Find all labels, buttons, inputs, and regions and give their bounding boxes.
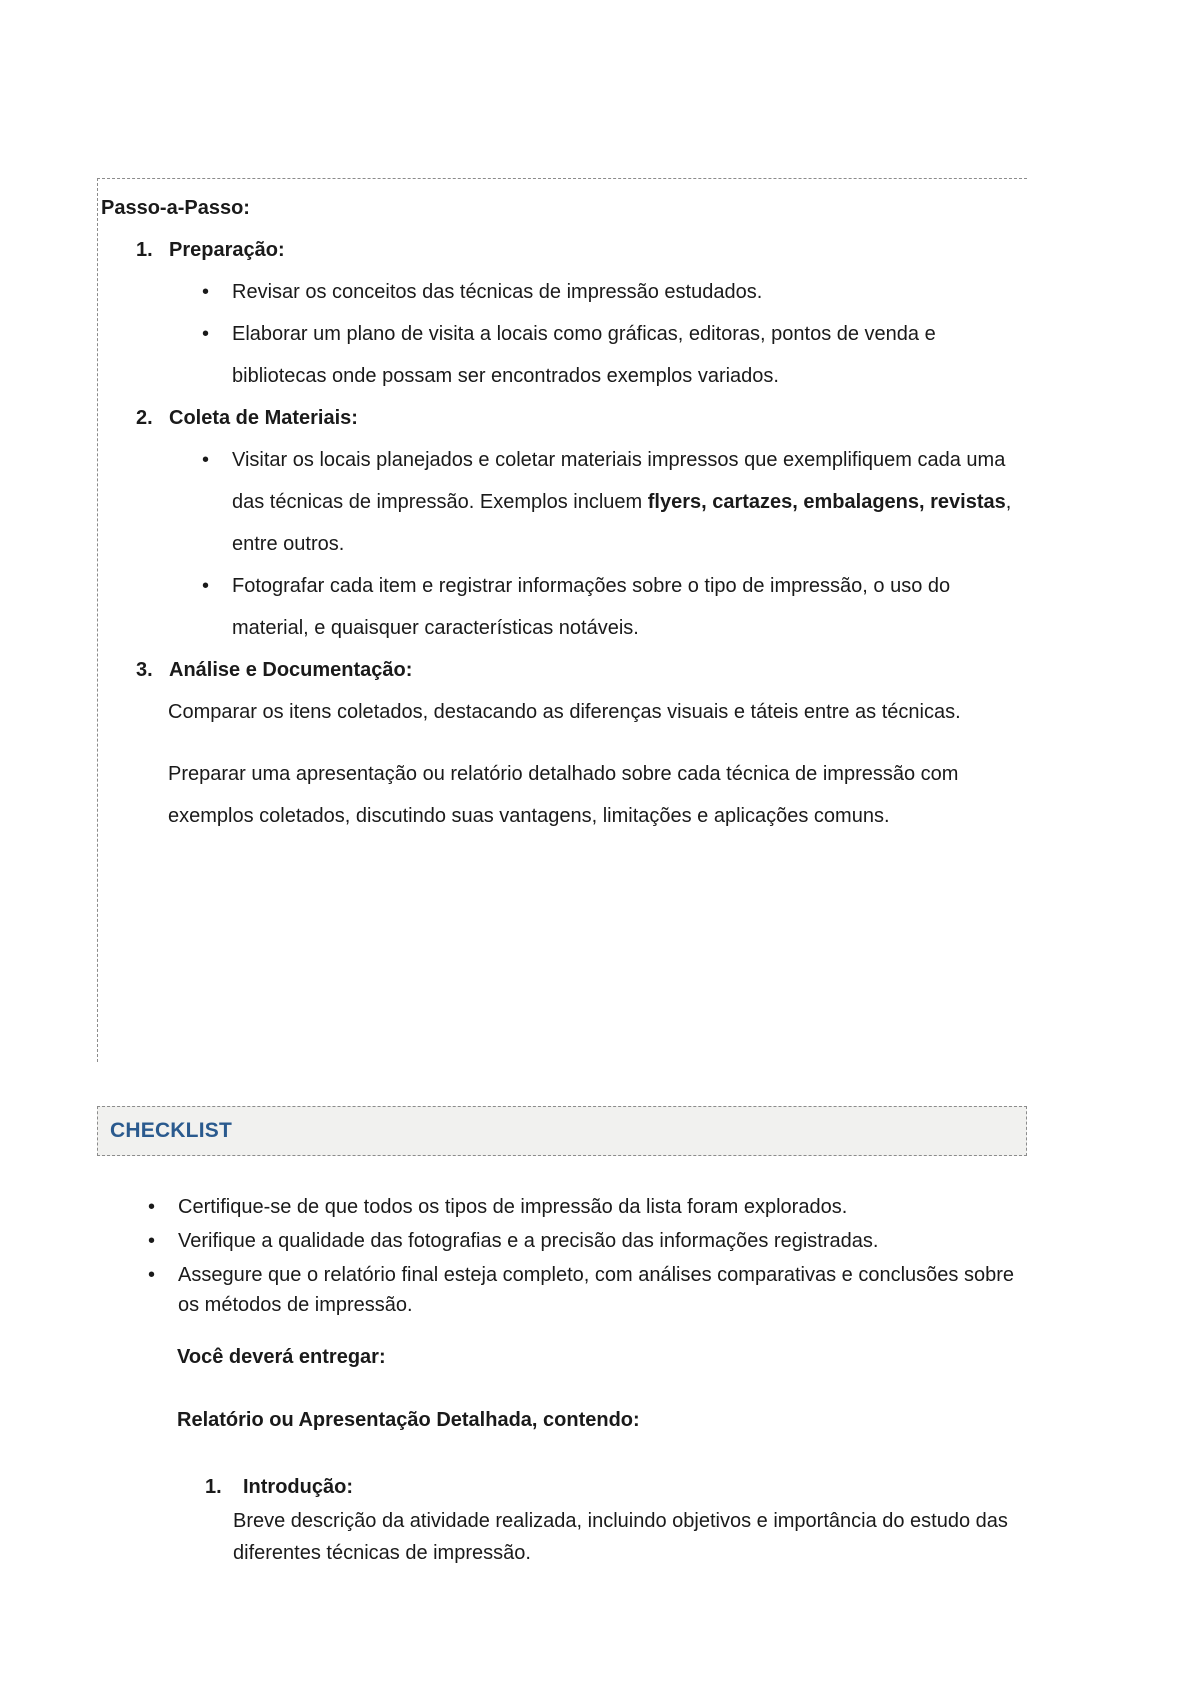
item-3-paragraph: Comparar os itens coletados, destacando as diferenças visuais e táteis entre as técnicas. — [168, 701, 961, 723]
item-body-text: Breve descrição da atividade realizada, incluindo objetivos e importância do estudo das diferentes técnicas de impressão. — [233, 1510, 1008, 1564]
bullet-text-segment: Visitar os locais planejados e coletar materiais impressos que exemplifiquem cada uma das técnicas de impressão. Exemplos incluem — [232, 449, 1006, 513]
bullet-text: Elaborar um plano de visita a locais como gráficas, editoras, pontos de venda e bibliotecas onde possam ser encontrados exemplos variados. — [232, 323, 936, 387]
item-number: 1. — [205, 1476, 222, 1498]
list-item — [98, 439, 1027, 565]
numbered-item-1 — [98, 229, 1027, 271]
checklist-bullet-text: Assegure que o relatório final esteja completo, com análises comparativas e conclusões sobre os métodos de impressão. — [178, 1264, 1014, 1316]
item-3-heading: Análise e Documentação: — [169, 659, 413, 681]
deliverable-item-1 — [97, 1473, 1027, 1569]
bullet-icon: • — [202, 281, 210, 303]
bullet-text-segment: , entre outros. — [232, 491, 1012, 555]
bullet-text: Fotografar cada item e registrar informações sobre o tipo de impressão, o uso do material, e quaisquer características notáveis. — [232, 575, 951, 639]
passo-a-passo-box — [97, 178, 1027, 1062]
list-item — [98, 271, 1027, 313]
list-item — [97, 1260, 1027, 1320]
checklist-section — [97, 1192, 1027, 1569]
list-item — [97, 1192, 1027, 1222]
item-3-paragraph: Preparar uma apresentação ou relatório detalhado sobre cada técnica de impressão com exemplos coletados, discutindo suas vantagens, limitações e aplicações comuns. — [168, 763, 959, 827]
checklist-header-bar — [97, 1106, 1027, 1156]
item-3-number: 3. — [136, 659, 153, 681]
list-item — [97, 1226, 1027, 1256]
bullet-icon: • — [202, 323, 210, 345]
bullet-text — [232, 439, 1027, 565]
checklist-bullet-text: Certifique-se de que todos os tipos de impressão da lista foram explorados. — [178, 1196, 848, 1218]
numbered-item-3 — [98, 649, 1027, 691]
deliverable-heading: Você deverá entregar: — [177, 1346, 386, 1368]
bullet-icon: • — [202, 449, 210, 471]
item-1-heading: Preparação: — [169, 239, 285, 261]
checklist-header-title: CHECKLIST — [110, 1119, 232, 1142]
item-heading: Introdução: — [243, 1476, 353, 1498]
numbered-item-1 — [97, 1473, 1027, 1502]
list-item — [98, 313, 1027, 397]
page-content — [97, 178, 1027, 1569]
bullet-icon: • — [148, 1196, 156, 1218]
report-heading: Relatório ou Apresentação Detalhada, contendo: — [177, 1409, 640, 1431]
bullet-text-bold-segment: flyers, cartazes, embalagens, revistas — [647, 491, 1006, 513]
list-item — [98, 565, 1027, 649]
bullet-text: Revisar os conceitos das técnicas de impressão estudados. — [232, 281, 763, 303]
step-box-title: Passo-a-Passo: — [101, 197, 250, 219]
item-1-number: 1. — [136, 239, 153, 261]
bullet-icon: • — [148, 1264, 156, 1286]
item-2-number: 2. — [136, 407, 153, 429]
item-2-heading: Coleta de Materiais: — [169, 407, 358, 429]
bullet-icon: • — [148, 1230, 156, 1252]
bullet-icon: • — [202, 575, 210, 597]
checklist-bullet-text: Verifique a qualidade das fotografias e a precisão das informações registradas. — [178, 1230, 879, 1252]
numbered-item-2 — [98, 397, 1027, 439]
